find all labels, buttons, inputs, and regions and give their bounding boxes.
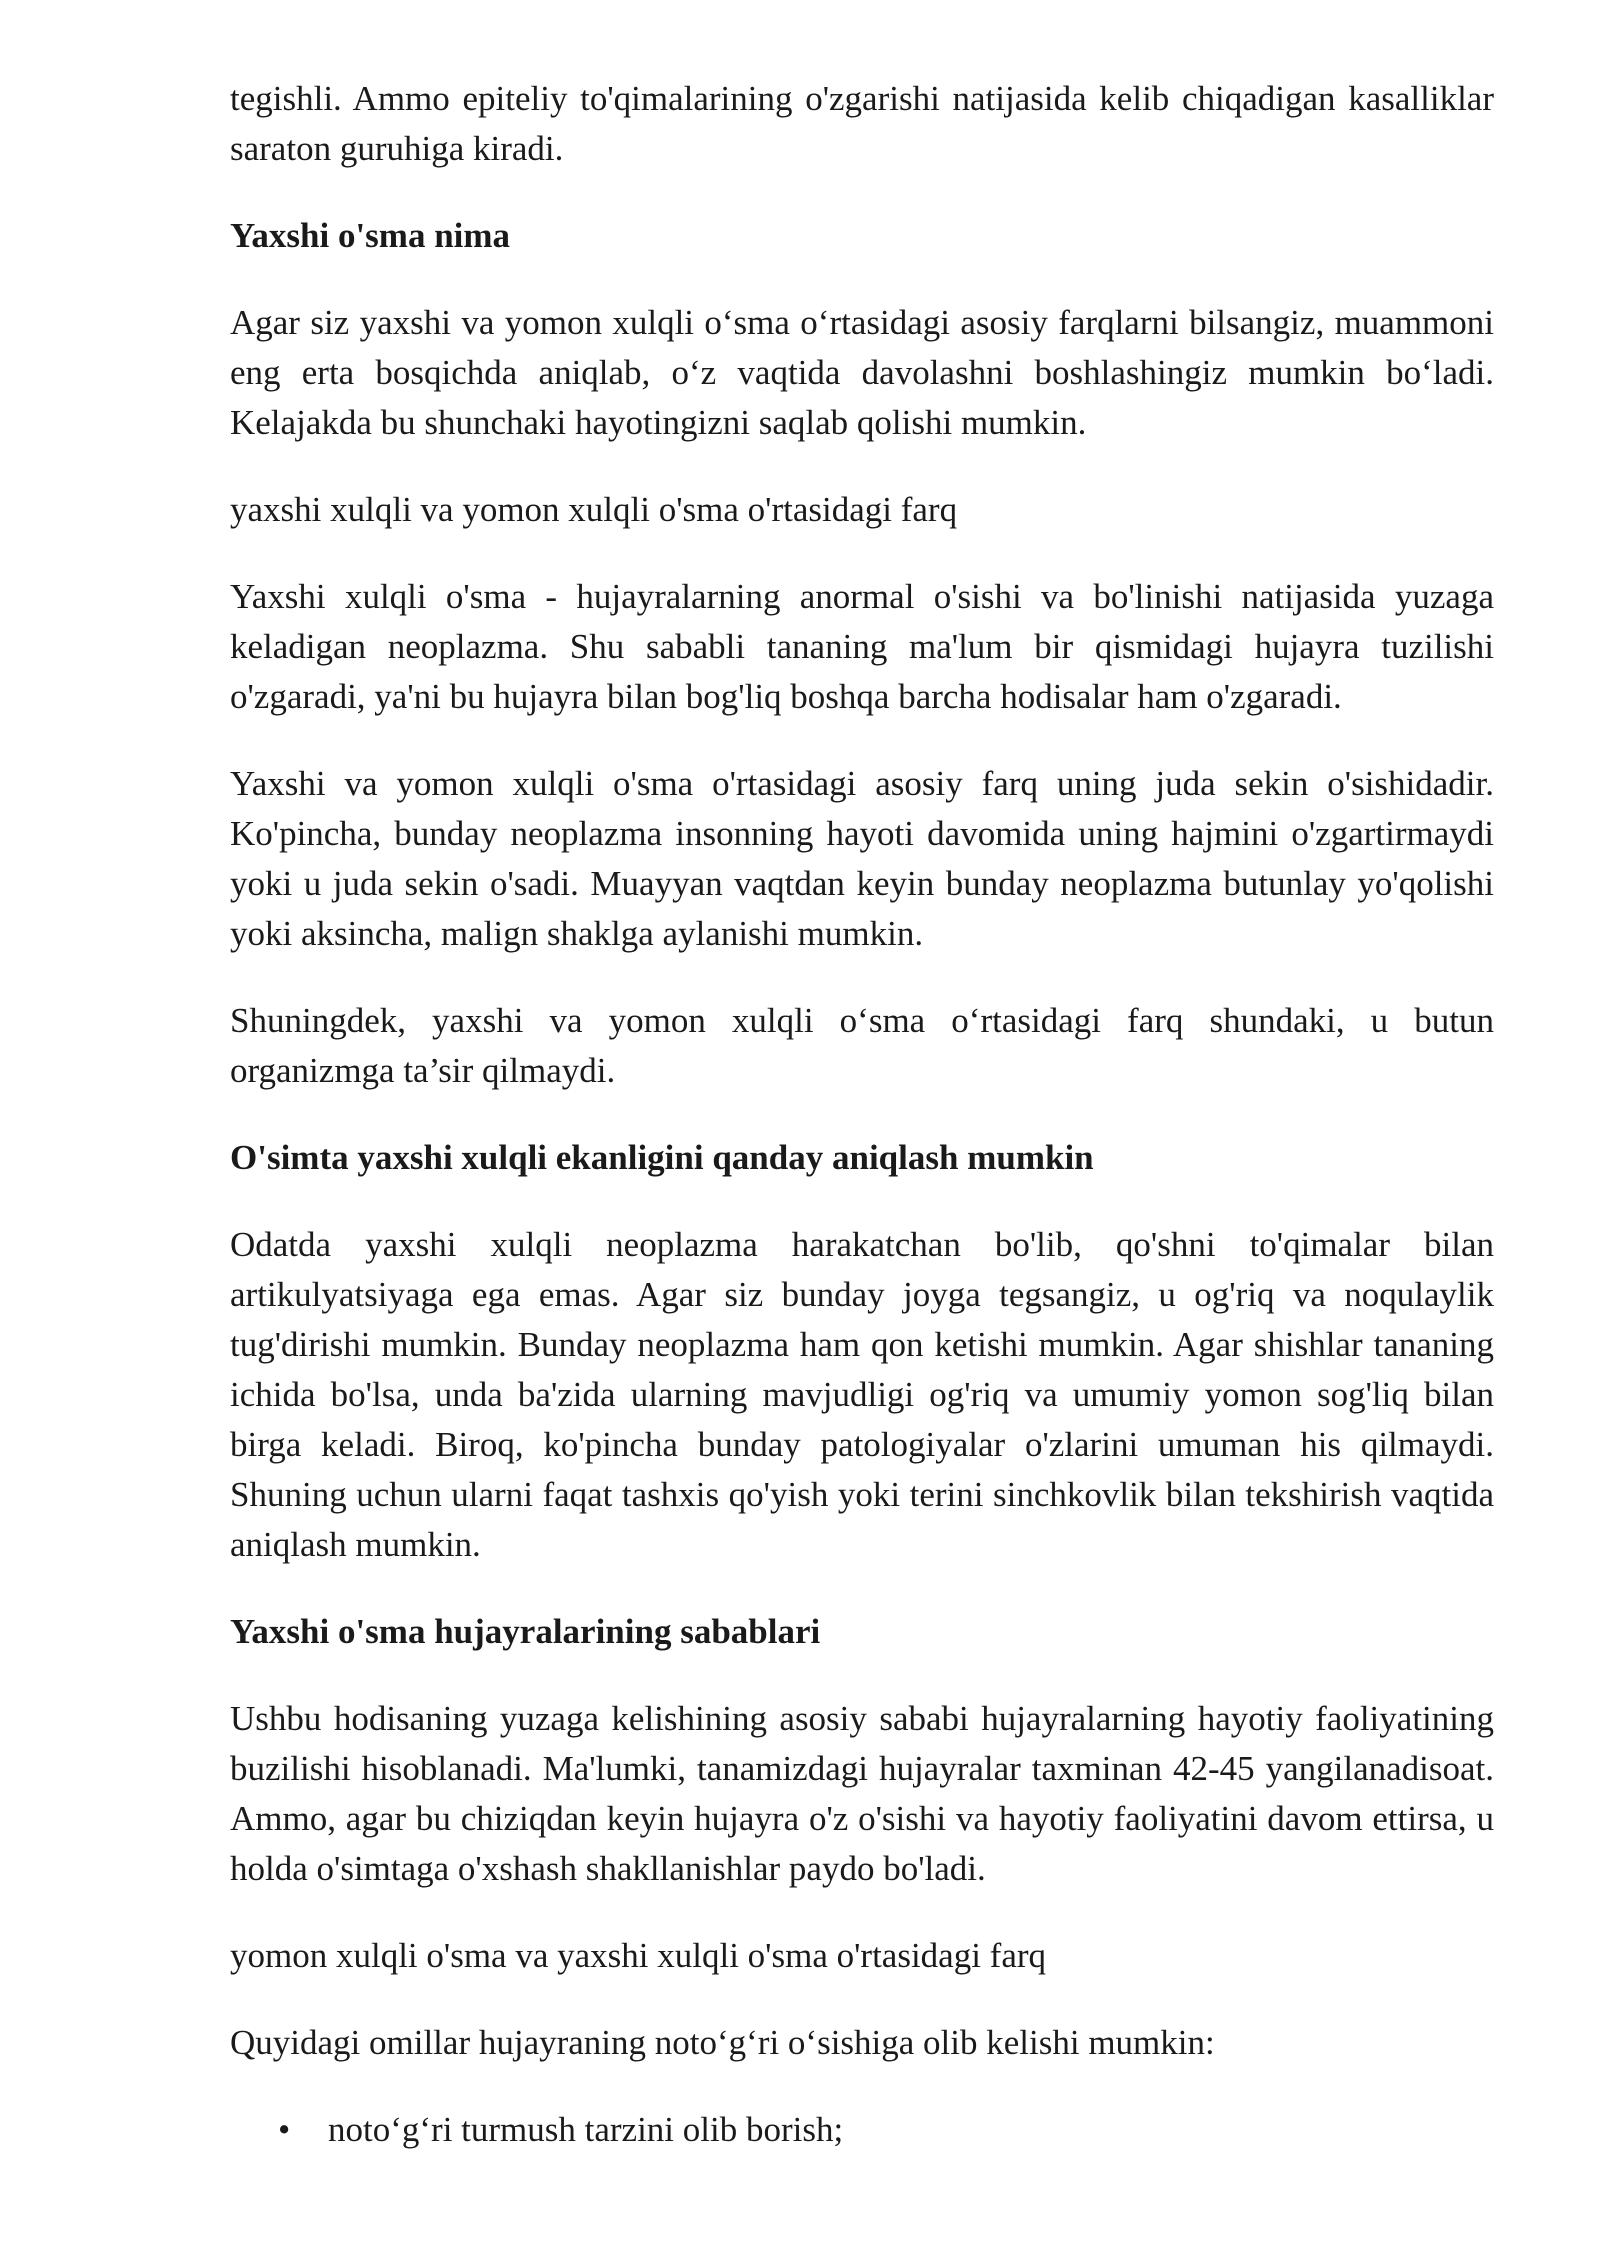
bullet-icon: • bbox=[278, 2110, 291, 2149]
heading-causes: Yaxshi o'sma hujayralarining sabablari bbox=[230, 1612, 821, 1651]
paragraph-difference-caption-2: yomon xulqli o'sma va yaxshi xulqli o'sma o'rtasidagi farq bbox=[230, 1936, 1047, 1975]
heading-what-is-benign-tumor: Yaxshi o'sma nima bbox=[230, 216, 511, 255]
paragraph-intro: tegishli. Ammo epiteliy to'qimalarining o'zgarishi natijasida kelib chiqadigan kasalliklar saraton guruhiga kiradi. bbox=[230, 79, 1494, 168]
heading-how-to-detect: O'simta yaxshi xulqli ekanligini qanday aniqlash mumkin bbox=[230, 1138, 1094, 1177]
document-page bbox=[230, 0, 1494, 2155]
paragraph-factors-intro: Quyidagi omillar hujayraning noto‘g‘ri o‘sishiga olib kelishi mumkin: bbox=[230, 2023, 1215, 2062]
list-item bbox=[230, 2105, 1494, 2155]
list-item-text: noto‘g‘ri turmush tarzini olib borish; bbox=[328, 2110, 844, 2149]
paragraph-know-differences: Agar siz yaxshi va yomon xulqli o‘sma o‘rtasidagi asosiy farqlarni bilsangiz, muammoni eng erta bosqichda aniqlab, o‘z vaqtida davolashni boshlashingiz mumkin bo‘ladi. Kelajakda bu shunchaki hayotingizni saqlab qolishi mumkin. bbox=[230, 303, 1494, 442]
paragraph-detection: Odatda yaxshi xulqli neoplazma harakatchan bo'lib, qo'shni to'qimalar bilan artikulyatsiyaga ega emas. Agar siz bunday joyga tegsangiz, u og'riq va noqulaylik tug'dirishi mumkin. Bunday neoplazma ham qon ketishi mumkin. Agar shishlar tananing ichida bo'lsa, unda ba'zida ularning mavjudligi og'riq va umumiy yomon sog'liq bilan birga keladi. Biroq, ko'pincha bunday patologiyalar o'zlarini umuman his qilmaydi. Shuning uchun ularni faqat tashxis qo'yish yoki terini sinchkovlik bilan tekshirish vaqtida aniqlash mumkin. bbox=[230, 1225, 1494, 1564]
paragraph-difference-caption: yaxshi xulqli va yomon xulqli o'sma o'rtasidagi farq bbox=[230, 490, 958, 529]
paragraph-benign-definition: Yaxshi xulqli o'sma - hujayralarning anormal o'sishi va bo'linishi natijasida yuzaga keladigan neoplazma. Shu sababli tananing ma'lum bir qismidagi hujayra tuzilishi o'zgaradi, ya'ni bu hujayra bilan bog'liq boshqa barcha hodisalar ham o'zgaradi. bbox=[230, 577, 1494, 716]
paragraph-causes: Ushbu hodisaning yuzaga kelishining asosiy sababi hujayralarning hayotiy faoliyatining buzilishi hisoblanadi. Ma'lumki, tanamizdagi hujayralar taxminan 42-45 yangilanadisoat. Ammo, agar bu chiziqdan keyin hujayra o'z o'sishi va hayotiy faoliyatini davom ettirsa, u holda o'simtaga o'xshash shakllanishlar paydo bo'ladi. bbox=[230, 1699, 1494, 1888]
paragraph-main-difference: Yaxshi va yomon xulqli o'sma o'rtasidagi asosiy farq uning juda sekin o'sishidadir. Ko'pincha, bunday neoplazma insonning hayoti davomida uning hajmini o'zgartirmaydi yoki u juda sekin o'sadi. Muayyan vaqtdan keyin bunday neoplazma butunlay yo'qolishi yoki aksincha, malign shaklga aylanishi mumkin. bbox=[230, 764, 1494, 953]
factors-list bbox=[230, 2105, 1494, 2155]
paragraph-organism-effect: Shuningdek, yaxshi va yomon xulqli o‘sma o‘rtasidagi farq shundaki, u butun organizmga ta’sir qilmaydi. bbox=[230, 1001, 1494, 1090]
